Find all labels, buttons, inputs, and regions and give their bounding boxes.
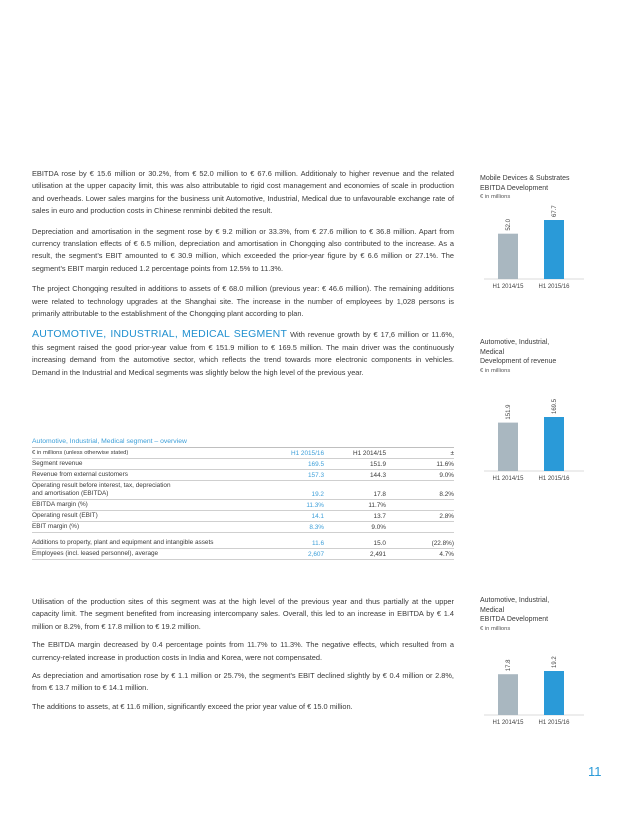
row-label: Operating result (EBIT) <box>32 512 98 519</box>
row-label: EBITDA margin (%) <box>32 501 88 508</box>
page-number: 11 <box>588 764 602 779</box>
row-current: 11.6 <box>312 540 324 547</box>
row-label: Employees (incl. leased personnel), average <box>32 550 159 557</box>
row-prior: 17.8 <box>373 491 386 498</box>
bar-h1-2014-15 <box>498 234 518 279</box>
row-change: 8.2% <box>439 491 454 498</box>
paragraph-ebitda-margin: The EBITDA margin decreased by 0.4 percentage points from 11.7% to 11.3%. The negative effects, which resulted from a currency-related increase in production costs in India and Korea, were not compensated. <box>32 640 454 662</box>
row-current: 14.1 <box>311 513 324 520</box>
row-label <box>32 481 276 499</box>
row-prior: 15.0 <box>373 540 386 547</box>
row-current: 8.3% <box>309 524 324 531</box>
table-row <box>32 549 454 560</box>
row-prior: 9.0% <box>371 524 386 531</box>
table-caption: Automotive, Industrial, Medical segment – overview <box>32 438 454 448</box>
chart-unit: € in millions <box>480 367 511 374</box>
category-label: H1 2014/15 <box>492 475 524 482</box>
segment-intro <box>32 328 454 379</box>
row-change: 2.8% <box>439 513 454 520</box>
table-row <box>32 470 454 481</box>
row-change: 11.6% <box>436 461 454 468</box>
table-row <box>32 500 454 511</box>
chart-title-line2: Medical <box>480 606 505 614</box>
table-row <box>32 522 454 533</box>
row-prior: 2,491 <box>370 551 386 558</box>
chart-title-line3: EBITDA Development <box>480 616 549 623</box>
chart-title-line3: Development of revenue <box>480 358 557 365</box>
bar-value-label: 67.7 <box>552 205 558 217</box>
row-current: 11.3% <box>306 502 324 509</box>
chart-svg <box>480 375 610 485</box>
row-current: 2,607 <box>308 551 324 558</box>
segment-text: With revenue growth by € 17,6 million or 11.6%, this segment raised the good prior-year value from € 151.9 million to € 169.5 million. The main driver was the continuously increasing demand from the automotive sector, which reflects the trend towards more electronic components in vehicles. Demand in the Industrial and Medical segments was slightly below the high level of the previous year. <box>32 330 454 377</box>
bar-value-label: 52.0 <box>506 218 512 231</box>
chart-title-line1: Mobile Devices & Substrates <box>480 175 570 182</box>
paragraph-utilisation: Utilisation of the production sites of this segment was at the high level of the previous year and thus partially at the upper capacity limit. The segment benefited from increasing intercompany sales. Overall, this led to an increase in EBITDA by € 1.4 million or 8.2%, from € 17.8 million to € 19.2 million. <box>32 597 454 631</box>
table-row <box>32 481 454 500</box>
paragraph-depreciation-segment: As depreciation and amortisation rose by € 1.1 million or 25.7%, the segment’s EBIT declined slightly by € 0.4 million or 2.8%, from € 13.7 million to € 14.1 million. <box>32 671 454 693</box>
row-change <box>386 530 454 532</box>
overview-table <box>32 438 454 560</box>
chart-aim-ebitda <box>480 596 610 729</box>
header-col-change: ± <box>450 450 454 457</box>
chart-svg <box>480 633 610 729</box>
paragraph-chongqing: The project Chongqing resulted in additions to assets of € 68.0 million (previous year: € 46.6 million). The remaining additions were related to technology upgrades at the Shanghai site. The increase in the number of employees by 1,028 persons is primarily attributable to the establishment of the Chongqing plant according to plan. <box>32 284 454 319</box>
table-row <box>32 459 454 470</box>
header-col-current: H1 2015/16 <box>290 450 324 457</box>
row-prior: 151.9 <box>370 461 386 468</box>
paragraph-depreciation: Depreciation and amortisation in the segment rose by € 9.2 million or 33.3%, from € 27.6 million to € 36.8 million. Apart from currency translation effects of € 6.5 million, depreciation and amortisation in Chongqing also contributed to the increase. As a result, the segment’s EBIT amounted to € 30.9 million, which exceeded the prior-year figure by € 6.6 million or 27.1%. The segment’s EBIT margin reduced 1.2 percentage points from 12.5% to 11.3%. <box>32 226 454 273</box>
row-label: Segment revenue <box>32 460 83 467</box>
main-text-top <box>32 168 454 379</box>
row-prior: 11.7% <box>368 502 386 509</box>
row-label-line1: Operating result before interest, tax, depreciation <box>32 482 171 489</box>
row-prior: 13.7 <box>373 513 386 520</box>
bar-value-label: 151.9 <box>506 404 512 420</box>
row-label-line2: and amortisation (EBITDA) <box>32 490 109 497</box>
paragraph-ebitda: EBITDA rose by € 15.6 million or 30.2%, from € 52.0 million to € 67.6 million. Additionaly to higher revenue and the related utilisation at the upper capacity limit, this was also attributable to rigid cost management and economies of scale in production and overheads. Lower sales margins for the business unit Automotive, Industrial, Medical due to unfavourable exchange rate of sales in euro and production costs in Chinese renminbi debited the result. <box>32 169 454 216</box>
paragraph-additions: The additions to assets, at € 11.6 million, significantly exceed the prior year value of € 15.0 million. <box>32 701 353 711</box>
row-label: Additions to property, plant and equipment and intangible assets <box>32 539 214 546</box>
bar-value-label: 19.2 <box>552 655 558 668</box>
bar-h1-2015-16 <box>544 417 564 471</box>
bar-h1-2014-15 <box>498 674 518 715</box>
header-col-prior: H1 2014/15 <box>352 450 386 457</box>
category-label: H1 2015/16 <box>538 284 570 290</box>
row-prior: 144.3 <box>370 472 386 479</box>
bar-h1-2014-15 <box>498 422 518 470</box>
table-row <box>32 538 454 549</box>
header-label: € in millions (unless otherwise stated) <box>32 450 129 456</box>
bar-h1-2015-16 <box>544 220 564 279</box>
row-change: (22.8%) <box>431 540 454 547</box>
row-change: 4.7% <box>439 551 454 558</box>
chart-unit: € in millions <box>480 194 511 200</box>
category-label: H1 2014/15 <box>492 284 524 290</box>
row-change <box>386 508 454 510</box>
chart-svg <box>480 201 610 293</box>
segment-title: AUTOMOTIVE, INDUSTRIAL, MEDICAL SEGMENT <box>32 328 288 341</box>
row-label: Revenue from external customers <box>32 471 128 478</box>
table-header <box>32 448 454 459</box>
chart-title-line1: Automotive, Industrial, <box>480 339 550 346</box>
row-current: 157.3 <box>308 472 324 479</box>
chart-title-line2: Medical <box>480 348 505 356</box>
chart-title-line1: Automotive, Industrial, <box>480 597 550 604</box>
bar-h1-2015-16 <box>544 671 564 715</box>
row-current: 19.2 <box>311 491 324 498</box>
main-text-bottom <box>32 596 454 713</box>
chart-unit: € in millions <box>480 625 511 632</box>
bar-value-label: 17.8 <box>506 659 512 671</box>
row-current: 169.5 <box>308 461 324 468</box>
chart-title-line2: EBITDA Development <box>480 184 549 192</box>
bar-value-label: 169.5 <box>552 398 558 414</box>
category-label: H1 2015/16 <box>538 475 570 482</box>
category-label: H1 2015/16 <box>538 719 570 726</box>
row-label: EBIT margin (%) <box>32 523 80 530</box>
category-label: H1 2014/15 <box>492 719 524 726</box>
row-change: 9.0% <box>439 472 454 479</box>
table-row <box>32 511 454 522</box>
chart-mobile-ebitda <box>480 174 610 293</box>
chart-aim-revenue <box>480 338 610 485</box>
